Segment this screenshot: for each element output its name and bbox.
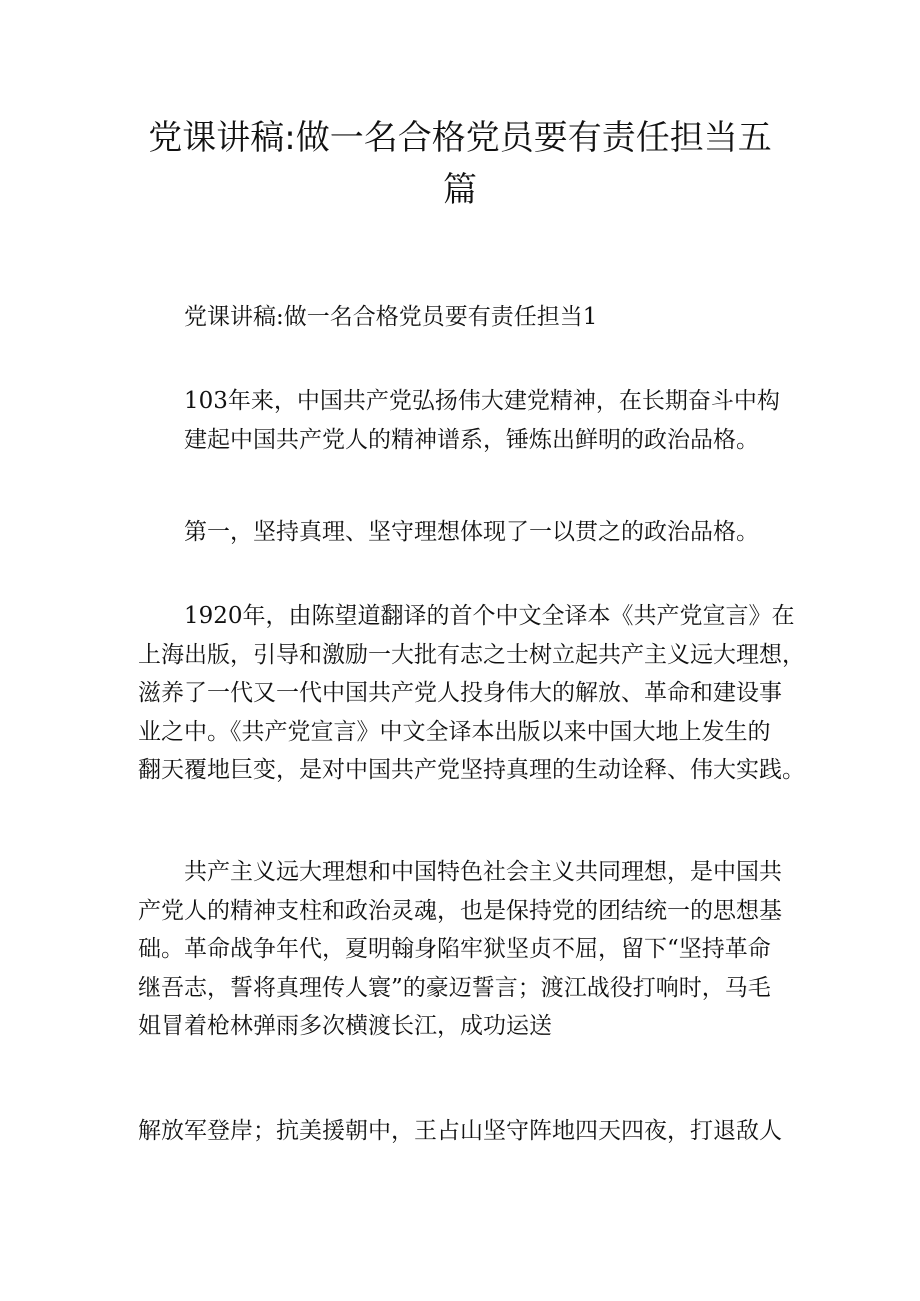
paragraph-intro xyxy=(138,382,788,459)
paragraph-continuation xyxy=(138,1112,788,1151)
paragraph-manifesto xyxy=(138,597,805,790)
paragraph-line: 础。革命战争年代，夏明翰身陷牢狱坚贞不屈，留下“坚持革命 xyxy=(138,936,771,962)
paragraph-line: 翻天覆地巨变，是对中国共产党坚持真理的生动诠释、伟大实践。 xyxy=(138,757,805,783)
paragraph-ideals xyxy=(138,853,788,1046)
document-title xyxy=(140,112,780,216)
paragraph-line: 姐冒着枪林弹雨多次横渡长江，成功运送 xyxy=(138,1013,552,1039)
paragraph-line: 103年来，中国共产党弘扬伟大建党精神，在长期奋斗中构 xyxy=(184,388,780,414)
paragraph-line: 继吾志，誓将真理传人寰”的豪迈誓言；渡江战役打响时，马毛 xyxy=(138,974,771,1001)
paragraph-line: 解放军登岸；抗美援朝中，王占山坚守阵地四天四夜，打退敌人 xyxy=(138,1118,782,1144)
paragraph-line: 滋养了一代又一代中国共产党人投身伟大的解放、革命和建设事 xyxy=(138,680,782,706)
section-heading xyxy=(138,298,788,337)
paragraph-line: 第一，坚持真理、坚守理想体现了一以贯之的政治品格。 xyxy=(184,519,759,545)
paragraph-line: 1920年，由陈望道翻译的首个中文全译本《共产党宣言》在 xyxy=(184,603,795,629)
paragraph-point-one xyxy=(138,513,788,552)
paragraph-line: 共产主义远大理想和中国特色社会主义共同理想，是中国共 xyxy=(184,859,782,885)
paragraph-line: 上海出版，引导和激励一大批有志之士树立起共产主义远大理想， xyxy=(138,641,805,668)
paragraph-line: 产党人的精神支柱和政治灵魂，也是保持党的团结统一的思想基 xyxy=(138,897,782,924)
title-line-2: 篇 xyxy=(443,170,477,210)
paragraph-line: 建起中国共产党人的精神谱系，锤炼出鲜明的政治品格。 xyxy=(184,426,759,453)
paragraph-line: 业之中。《共产党宣言》中文全译本出版以来中国大地上发生的 xyxy=(138,718,771,745)
title-line-1: 党课讲稿:做一名合格党员要有责任担当五 xyxy=(148,118,772,158)
section-heading-line: 党课讲稿:做一名合格党员要有责任担当1 xyxy=(184,304,598,330)
